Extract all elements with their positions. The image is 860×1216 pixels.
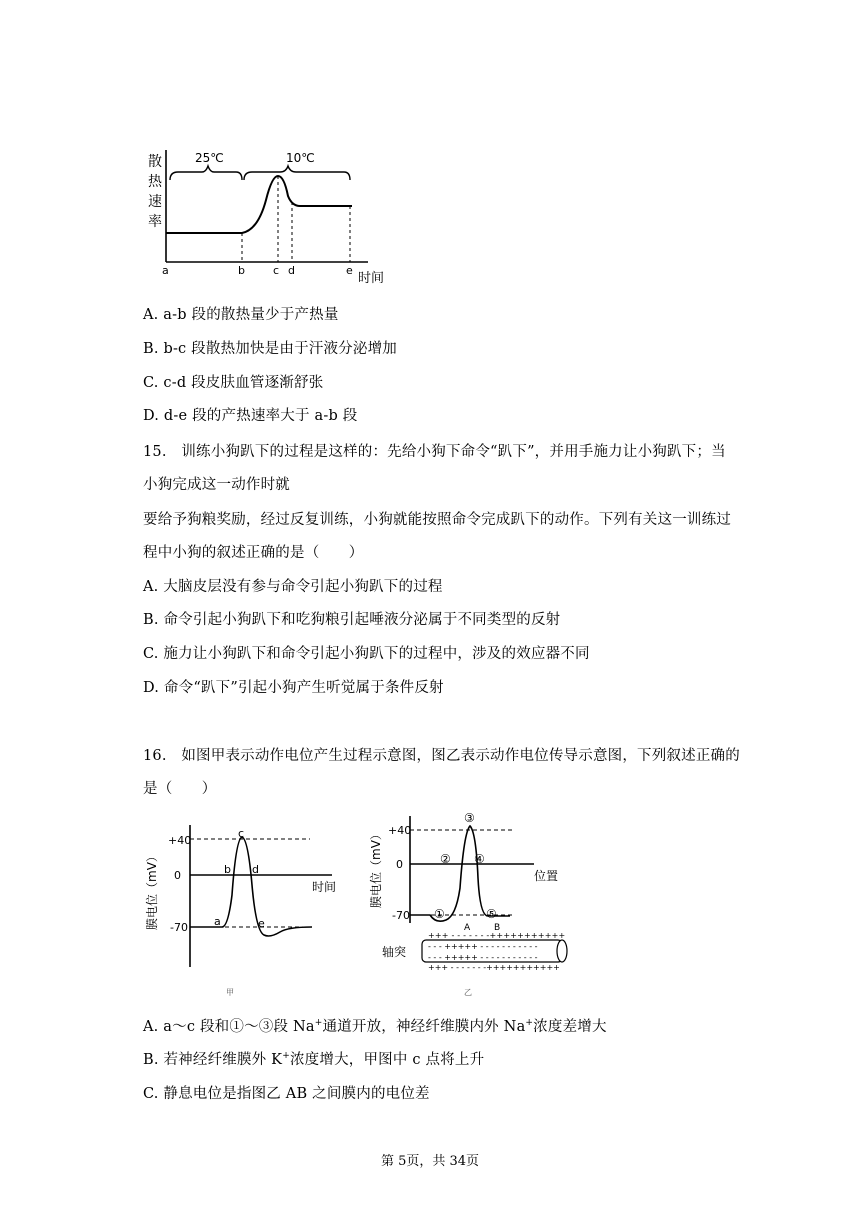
yi-label-a: A bbox=[464, 923, 471, 933]
y-axis-char-1: 散 bbox=[148, 154, 162, 170]
jia-tick-0: 0 bbox=[174, 869, 181, 882]
jia-point-b: b bbox=[224, 863, 231, 876]
jia-tick-70: -70 bbox=[170, 921, 188, 934]
jia-ylabel: 膜电位（mV） bbox=[145, 850, 159, 930]
yi-charges-inner1: - - - +++++ - - - - - - - - - - - bbox=[428, 942, 538, 951]
q16-stem-line2: 是（ ） bbox=[143, 781, 217, 797]
conduction-figure-yi bbox=[360, 808, 580, 1000]
q16-option-a: A. a～c 段和①～③段 Na+通道开放，神经纤维膜内外 Na+浓度差增大 bbox=[143, 1018, 607, 1035]
q15-stem-line3: 要给予狗粮奖励，经过反复训练，小狗就能按照命令完成趴下的动作。下列有关这一训练过 bbox=[143, 512, 731, 528]
jia-point-d: d bbox=[252, 863, 259, 876]
q15-stem-line2: 小狗完成这一动作时就 bbox=[143, 477, 290, 493]
point-e: e bbox=[346, 264, 353, 277]
yi-tick-70: -70 bbox=[392, 909, 410, 922]
q15-option-a: A. 大脑皮层没有参与命令引起小狗趴下的过程 bbox=[143, 579, 443, 595]
q14-option-d: D. d-e 段的产热速率大于 a-b 段 bbox=[143, 408, 358, 424]
q16-stem-line1: 16. 如图甲表示动作电位产生过程示意图，图乙表示动作电位传导示意图，下列叙述正确的 bbox=[143, 748, 740, 764]
y-axis-char-3: 速 bbox=[148, 194, 162, 210]
yi-xlabel: 位置 bbox=[534, 869, 559, 883]
jia-caption: 甲 bbox=[226, 988, 234, 997]
q14-option-a: A. a-b 段的散热量少于产热量 bbox=[143, 307, 339, 323]
yi-ylabel: 膜电位（mV） bbox=[369, 828, 383, 908]
action-potential-figure-jia bbox=[140, 815, 350, 1000]
yi-mark-3: ③ bbox=[464, 811, 475, 825]
jia-point-c: c bbox=[238, 827, 245, 840]
q14-option-b: B. b-c 段散热加快是由于汗液分泌增加 bbox=[143, 341, 397, 357]
point-b: b bbox=[238, 264, 245, 277]
yi-mark-2: ② bbox=[440, 852, 451, 866]
y-axis-char-2: 热 bbox=[148, 174, 162, 190]
yi-tick-0: 0 bbox=[396, 858, 403, 871]
point-d: d bbox=[288, 264, 295, 277]
q15-option-b: B. 命令引起小狗趴下和吃狗粮引起唾液分泌属于不同类型的反射 bbox=[143, 612, 561, 628]
yi-mark-5: ⑤ bbox=[486, 907, 497, 921]
yi-tick-40: +40 bbox=[388, 824, 412, 837]
q16-option-c: C. 静息电位是指图乙 AB 之间膜内的电位差 bbox=[143, 1086, 430, 1102]
label-25c: 25℃ bbox=[195, 151, 224, 165]
heat-dissipation-figure bbox=[140, 140, 400, 290]
jia-point-e: e bbox=[258, 917, 265, 930]
y-axis-char-4: 率 bbox=[148, 214, 162, 230]
yi-mark-4: ④ bbox=[474, 852, 485, 866]
yi-mark-1: ① bbox=[434, 907, 445, 921]
page-footer: 第 5页，共 34页 bbox=[380, 1154, 480, 1169]
x-axis-label: 时间 bbox=[358, 271, 385, 286]
yi-label-b: B bbox=[494, 923, 501, 933]
q15-option-c: C. 施力让小狗趴下和命令引起小狗趴下的过程中，涉及的效应器不同 bbox=[143, 646, 590, 662]
yi-axon-label: 轴突 bbox=[382, 945, 407, 959]
jia-tick-40: +40 bbox=[168, 834, 192, 847]
jia-point-a: a bbox=[214, 915, 221, 928]
q15-option-d: D. 命令“趴下”引起小狗产生听觉属于条件反射 bbox=[143, 680, 444, 696]
yi-charges-top: +++ - - - - - - -+++++++++++ bbox=[428, 931, 566, 940]
point-c: c bbox=[273, 264, 280, 277]
q15-stem-line1: 15. 训练小狗趴下的过程是这样的：先给小狗下命令“趴下”，并用手施力让小狗趴下；当 bbox=[143, 444, 726, 460]
yi-charges-inner2: - - - +++++ - - - - - - - - - - - bbox=[428, 953, 538, 962]
q15-stem-line4: 程中小狗的叙述正确的是（ ） bbox=[143, 545, 364, 561]
q16-option-b: B. 若神经纤维膜外 K+浓度增大，甲图中 c 点将上升 bbox=[143, 1051, 485, 1068]
yi-charges-bottom: +++ - - - - - - -+++++++++++ bbox=[428, 963, 560, 972]
q14-option-c: C. c-d 段皮肤血管逐渐舒张 bbox=[143, 375, 324, 391]
point-a: a bbox=[162, 264, 169, 277]
jia-xlabel: 时间 bbox=[312, 880, 337, 894]
label-10c: 10℃ bbox=[286, 151, 315, 165]
yi-caption: 乙 bbox=[464, 988, 472, 997]
